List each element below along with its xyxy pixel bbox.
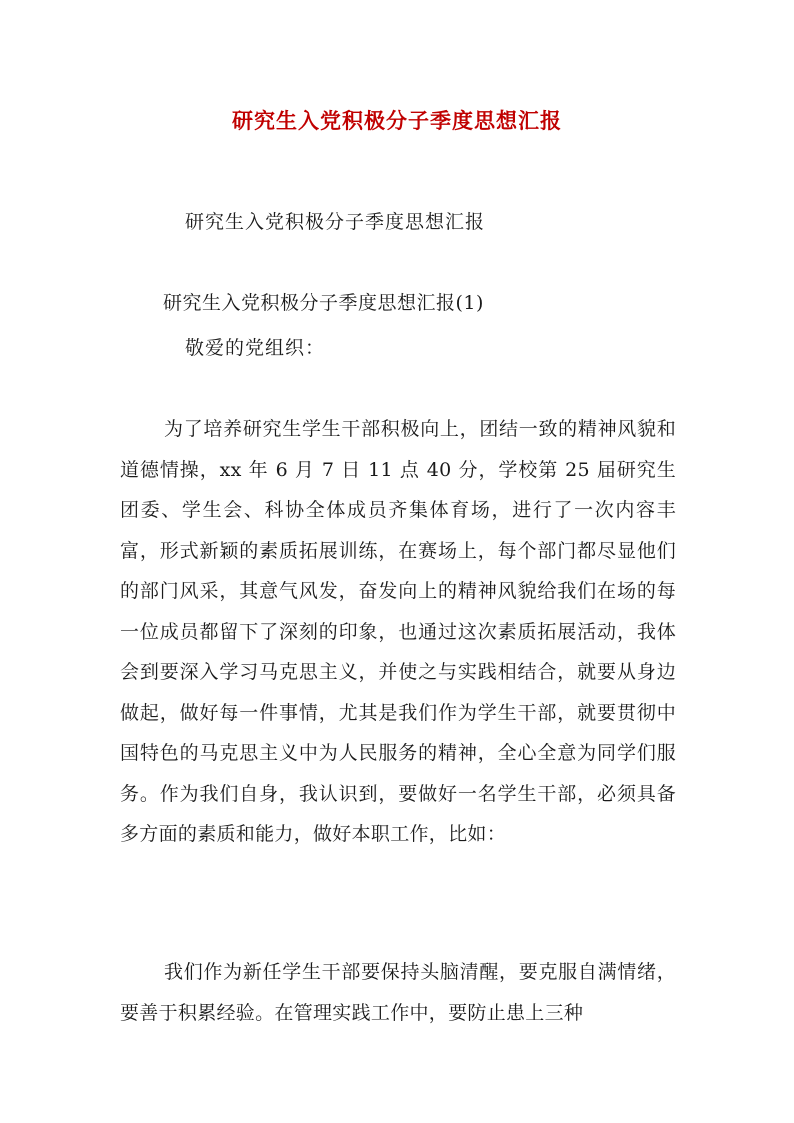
body-paragraph: 为了培养研究生学生干部积极向上，团结一致的精神风貌和道德情操，xx 年 6 月 7 日 11 点 40 分，学校第 25 届研究生团委、学生会、科协全体成员齐集体育场，进行了一次内容丰富，形式新颖的素质拓展训练，在赛场上，每个部门都尽显他们的部门风采，其意气风发，奋发向上的精神风貌给我们在场的每一位成员都留下了深刻的印象，也通过这次素质拓展活动，我体会到要深入学习马克思主义，并使之与实践相结合，就要从身边做起，做好每一件事情，尤其是我们作为学生干部，就要贯彻中国特色的马克思主义中为人民服务的精神，全心全意为同学们服务。作为我们自身，我认识到，要做好一名学生干部，必须具备多方面的素质和能力，做好本职工作，比如： [120,418,676,845]
salutation: 敬爱的党组织： [185,337,326,359]
body-paragraph: 我们作为新任学生干部要保持头脑清醒，要克服自满情绪，要善于积累经验。在管理实践工作中，要防止患上三种 [120,961,676,1024]
document-title: 研究生入党积极分子季度思想汇报 [232,108,562,133]
document-subtitle: 研究生入党积极分子季度思想汇报 [185,211,486,233]
section-heading: 研究生入党积极分子季度思想汇报(1) [163,292,484,314]
